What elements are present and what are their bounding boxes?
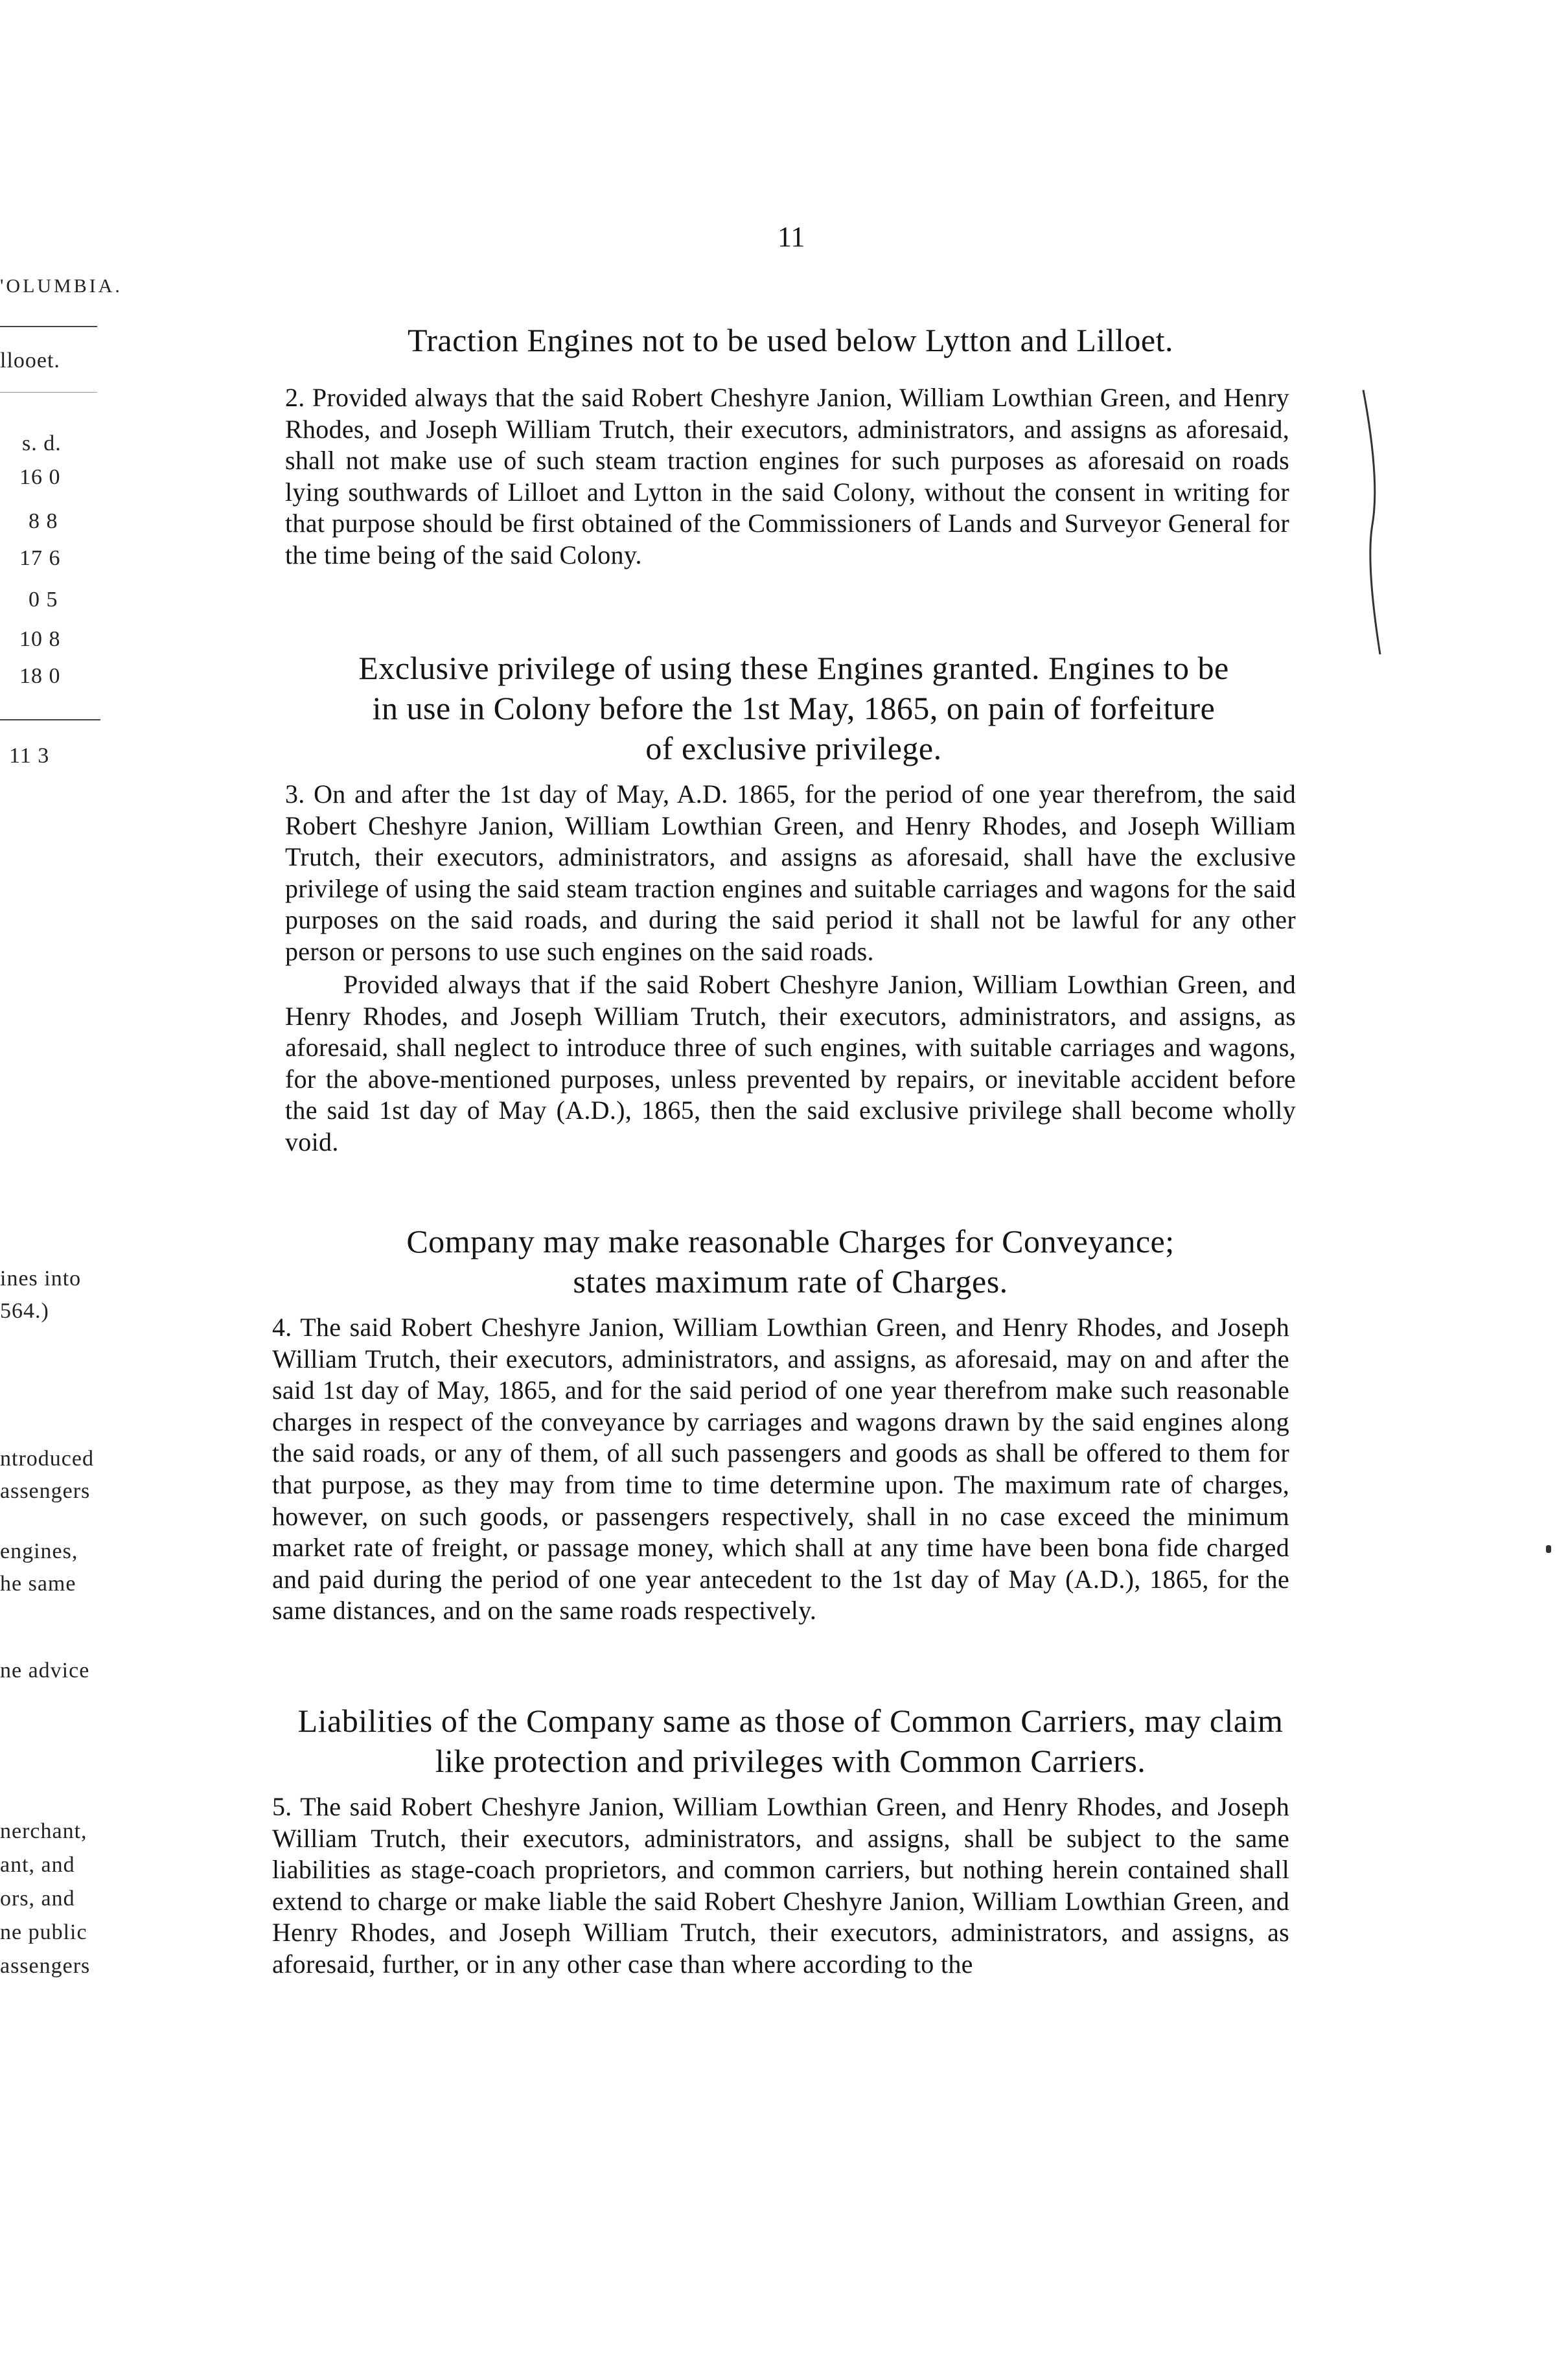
left-page-row: 17 6: [19, 546, 61, 570]
section-heading-line: in use in Colony before the 1st May, 1865, on pain of forfeiture: [372, 690, 1216, 726]
left-page-row: 0 5: [29, 588, 58, 612]
left-page-margin-line: ne public: [0, 1920, 87, 1944]
left-page-fragment: [0, 0, 122, 2379]
section-heading-line: Company may make reasonable Charges for Conveyance;: [406, 1223, 1175, 1259]
left-page-column-heads: s. d.: [22, 431, 62, 455]
left-page-rule: [0, 392, 97, 393]
left-page-margin-line: ntroduced: [0, 1447, 94, 1471]
section-heading-line: like protection and privileges with Common Carriers.: [435, 1743, 1146, 1779]
section-paragraph: 5. The said Robert Cheshyre Janion, William Lowthian Green, and Henry Rhodes, and Joseph William Trutch, their executors, administrators, and assigns, shall be subject to the same liabilities as stage-coach proprietors, and common carriers, but nothing herein contained shall extend to charge or make liable the said Robert Cheshyre Janion, William Lowthian Green, and Henry Rhodes, and Joseph William Trutch, their executors, administrators, and assigns, as aforesaid, further, or in any other case than where according to the: [272, 1792, 1289, 1979]
left-page-margin-line: ant, and: [0, 1853, 75, 1877]
left-page-total-rule: [0, 719, 100, 720]
left-page-margin-line: 564.): [0, 1299, 49, 1323]
left-page-rule: [0, 326, 97, 327]
section-heading-line: Liabilities of the Company same as those of Common Carriers, may claim: [297, 1703, 1284, 1739]
section-paragraph: 3. On and after the 1st day of May, A.D. 1865, for the period of one year therefrom, the said Robert Cheshyre Janion, William Lowthian Green, and Henry Rhodes, and Joseph William Trutch, their executors, administrators, and assigns as aforesaid, shall have the exclusive privilege of using the said steam traction engines and suitable carriages and wagons for the said purposes on the said roads, and during the said period it shall not be lawful for any other person or persons to use such engines on the said roads.: [285, 779, 1296, 966]
scan-edge-mark: [1546, 1545, 1551, 1553]
section-heading-line: of exclusive privilege.: [645, 730, 942, 766]
section-heading-line: Exclusive privilege of using these Engines granted. Engines to be: [358, 650, 1229, 686]
margin-bracket-mark: [1361, 389, 1387, 661]
left-page-margin-line: assengers: [0, 1479, 91, 1503]
left-page-header: 'OLUMBIA.: [0, 275, 122, 297]
left-page-margin-line: ne advice: [0, 1659, 90, 1683]
section-heading-charges: [337, 1221, 1244, 1302]
section-heading-traction-engines: [363, 320, 1218, 360]
left-page-place: llooet.: [0, 349, 60, 373]
left-page-margin-line: assengers: [0, 1954, 91, 1978]
left-page-row: 8 8: [29, 509, 58, 533]
left-page-margin-line: engines,: [0, 1539, 78, 1563]
left-page-margin-line: nerchant,: [0, 1819, 87, 1843]
left-page-margin-line: ors, and: [0, 1887, 75, 1911]
left-page-row: 10 8: [19, 627, 61, 651]
left-page-margin-line: he same: [0, 1572, 76, 1596]
section-heading-liabilities: [272, 1701, 1309, 1781]
left-page-margin-line: ines into: [0, 1267, 82, 1291]
section-heading-exclusive-privilege: [272, 648, 1315, 768]
section-paragraph: 4. The said Robert Cheshyre Janion, William Lowthian Green, and Henry Rhodes, and Joseph William Trutch, their executors, administrators, and assigns, as aforesaid, may on and after the said 1st day of May, 1865, and for the said period of one year therefrom make such reasonable charges in respect of the conveyance by carriages and wagons drawn by the said engines along the said roads, or any of them, of all such passengers and goods as shall be offered to them for that purpose, as they may from time to time determine upon. The maximum rate of charges, however, on such goods, or passengers respectively, shall in no case exceed the minimum market rate of freight, or passage money, which shall at any time have been bona fide charged and paid during the period of one year antecedent to the 1st day of May (A.D.), 1865, for the same distances, and on the same roads respectively.: [272, 1313, 1289, 1626]
section-paragraph: Provided always that if the said Robert Cheshyre Janion, William Lowthian Green, and Henry Rhodes, and Joseph William Trutch, their executors, administrators, and assigns, as aforesaid, shall neglect to introduce three of such engines, with suitable carriages and wagons, for the above-mentioned purposes, unless prevented by repairs, or inevitable accident before the said 1st day of May (A.D.), 1865, then the said exclusive privilege shall become wholly void.: [285, 970, 1296, 1156]
section-paragraph: 2. Provided always that the said Robert Cheshyre Janion, William Lowthian Green, and Henry Rhodes, and Joseph William Trutch, their executors, administrators, and assigns as aforesaid, shall not make use of such steam traction engines for such purposes as aforesaid on roads lying southwards of Lilloet and Lytton in the said Colony, without the consent in writing for that purpose should be first obtained of the Commissioners of Lands and Surveyor General for the time being of the said Colony.: [285, 383, 1289, 569]
left-page-row: 18 0: [19, 664, 61, 688]
section-heading-text: Traction Engines not to be used below Lytton and Lilloet.: [407, 322, 1174, 358]
left-page-total: 11 3: [9, 744, 50, 768]
page-number: 11: [778, 221, 805, 253]
left-page-row: 16 0: [19, 465, 61, 489]
section-heading-line: states maximum rate of Charges.: [573, 1263, 1008, 1300]
